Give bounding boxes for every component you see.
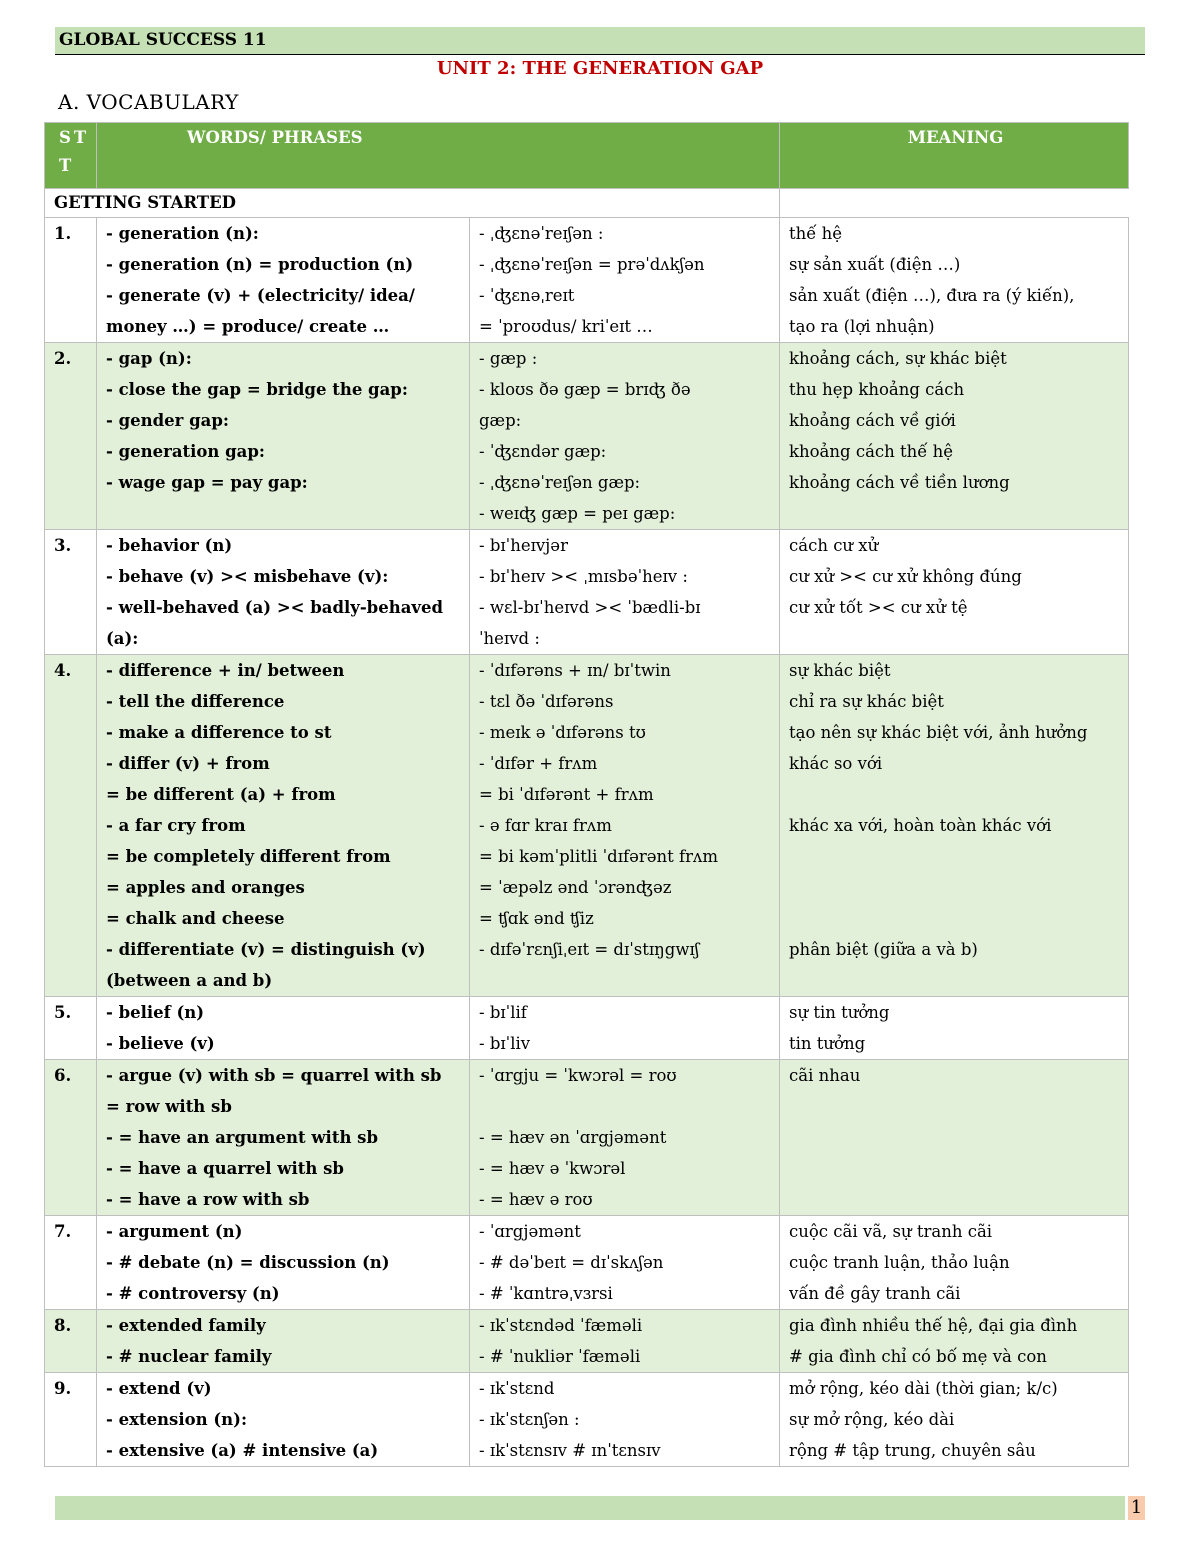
header-stt: ST T	[45, 123, 97, 189]
ipa-line: - # ˈnukliər ˈfæməli	[479, 1347, 641, 1366]
meaning-line: sản xuất (điện …), đưa ra (ý kiến),	[789, 286, 1075, 305]
words-cell	[97, 1216, 470, 1310]
ipa-line: - ˈʤɛnəˌreɪt	[479, 286, 575, 305]
meaning-line: cư xử >< cư xử không đúng	[789, 567, 1022, 586]
meaning-cell	[780, 655, 1129, 997]
meaning-line: sự sản xuất (điện …)	[789, 255, 961, 274]
ipa-line: = bi kəmˈplitli ˈdɪfərənt frʌm	[479, 847, 719, 866]
word-line: - belief (n)	[106, 1003, 205, 1022]
ipa-line: = bi ˈdɪfərənt + frʌm	[479, 785, 654, 804]
ipa-cell	[470, 1310, 780, 1373]
ipa-line: - ˌʤɛnəˈreɪʃən gæp:	[479, 473, 641, 492]
ipa-line: - # ˈkɑntrəˌvɜrsi	[479, 1284, 613, 1303]
meaning-line: tạo ra (lợi nhuận)	[789, 317, 935, 336]
meaning-line	[789, 965, 1122, 996]
ipa-line: - bɪˈheɪvjər	[479, 536, 568, 555]
ipa-line: - dɪfəˈrɛnʃiˌeɪt = dɪˈstɪŋgwɪʃ	[479, 940, 700, 959]
word-line: = chalk and cheese	[106, 909, 285, 928]
row-number: 7.	[45, 1216, 97, 1310]
meaning-line: # gia đình chỉ có bố mẹ và con	[789, 1347, 1047, 1366]
ipa-line: gæp:	[479, 411, 522, 430]
word-line: - # debate (n) = discussion (n)	[106, 1253, 390, 1272]
word-line: - argue (v) with sb = quarrel with sb	[106, 1066, 442, 1085]
meaning-line: tin tưởng	[789, 1034, 866, 1053]
words-cell	[97, 1310, 470, 1373]
meaning-line: thu hẹp khoảng cách	[789, 380, 965, 399]
row-number: 3.	[45, 530, 97, 655]
table-header-row	[45, 123, 1129, 189]
ipa-line	[479, 1091, 773, 1122]
meaning-line: khoảng cách thế hệ	[789, 442, 954, 461]
row-number: 6.	[45, 1060, 97, 1216]
ipa-line: - = hæv ən ˈɑrgjəmənt	[479, 1128, 667, 1147]
word-line: = be different (a) + from	[106, 785, 336, 804]
page-number: 1	[1128, 1496, 1145, 1520]
meaning-cell	[780, 1310, 1129, 1373]
meaning-line	[789, 903, 1122, 934]
ipa-line: - ɪkˈstɛnsɪv # ɪnˈtɛnsɪv	[479, 1441, 661, 1460]
meaning-line: khác xa với, hoàn toàn khác với	[789, 816, 1052, 835]
word-line: - difference + in/ between	[106, 661, 345, 680]
table-row	[45, 655, 1129, 997]
word-line: - # nuclear family	[106, 1347, 272, 1366]
word-line: - generation (n) = production (n)	[106, 255, 414, 274]
ipa-line: - ˌʤɛnəˈreɪʃən :	[479, 224, 604, 243]
ipa-line: = ˈproʊdus/ kriˈeɪt …	[479, 317, 653, 336]
footer-band	[55, 1496, 1125, 1520]
meaning-cell	[780, 218, 1129, 343]
word-line: = apples and oranges	[106, 878, 305, 897]
meaning-line: sự tin tưởng	[789, 1003, 890, 1022]
meaning-line: thế hệ	[789, 224, 843, 243]
word-line: - differentiate (v) = distinguish (v)	[106, 940, 426, 959]
words-cell	[97, 343, 470, 530]
meaning-line: cãi nhau	[789, 1066, 861, 1085]
row-number: 1.	[45, 218, 97, 343]
meaning-line: sự khác biệt	[789, 661, 891, 680]
meaning-cell	[780, 997, 1129, 1060]
word-line: - gender gap:	[106, 411, 229, 430]
word-line: - wage gap = pay gap:	[106, 473, 308, 492]
header-title: GLOBAL SUCCESS 11	[59, 30, 267, 50]
word-line: - extend (v)	[106, 1379, 212, 1398]
word-line: = row with sb	[106, 1097, 232, 1116]
meaning-line: gia đình nhiều thế hệ, đại gia đình	[789, 1316, 1078, 1335]
ipa-cell	[470, 530, 780, 655]
word-line: (a):	[106, 629, 139, 648]
ipa-cell	[470, 218, 780, 343]
ipa-line: - ə fɑr kraɪ frʌm	[479, 816, 612, 835]
word-line: - believe (v)	[106, 1034, 215, 1053]
ipa-line: - wɛl-bɪˈheɪvd >< ˈbædli-bɪ	[479, 598, 701, 617]
meaning-line: chỉ ra sự khác biệt	[789, 692, 944, 711]
ipa-line: - = hæv ə roʊ	[479, 1190, 593, 1209]
word-line: - tell the difference	[106, 692, 285, 711]
table-row	[45, 530, 1129, 655]
row-number: 5.	[45, 997, 97, 1060]
ipa-line: - # dəˈbeɪt = dɪˈskʌʃən	[479, 1253, 664, 1272]
table-row	[45, 1216, 1129, 1310]
meaning-line	[789, 872, 1122, 903]
word-line: - # controversy (n)	[106, 1284, 280, 1303]
words-cell	[97, 530, 470, 655]
vocabulary-table	[44, 122, 1129, 1467]
meaning-line: cuộc cãi vã, sự tranh cãi	[789, 1222, 993, 1241]
meaning-cell	[780, 1216, 1129, 1310]
word-line: - = have an argument with sb	[106, 1128, 379, 1147]
ipa-line: - tɛl ðə ˈdɪfərəns	[479, 692, 614, 711]
ipa-line: = ʧɑk ənd ʧiz	[479, 909, 594, 928]
meaning-line: vấn đề gây tranh cãi	[789, 1284, 961, 1303]
meaning-line: khác so với	[789, 754, 883, 773]
word-line: - gap (n):	[106, 349, 192, 368]
section-label: GETTING STARTED	[45, 189, 780, 218]
table-row	[45, 997, 1129, 1060]
word-line: - behavior (n)	[106, 536, 233, 555]
ipa-cell	[470, 655, 780, 997]
ipa-cell	[470, 1060, 780, 1216]
meaning-line: tạo nên sự khác biệt với, ảnh hưởng	[789, 723, 1088, 742]
table-row	[45, 343, 1129, 530]
ipa-line: - ɪkˈstɛnʃən :	[479, 1410, 580, 1429]
word-line: - = have a quarrel with sb	[106, 1159, 344, 1178]
ipa-line	[479, 965, 773, 996]
words-cell	[97, 655, 470, 997]
meaning-line	[789, 841, 1122, 872]
header-meaning: MEANING	[780, 123, 1129, 189]
word-line: - extension (n):	[106, 1410, 248, 1429]
table-row	[45, 1060, 1129, 1216]
meaning-line: khoảng cách về giới	[789, 411, 956, 430]
meaning-line: sự mở rộng, kéo dài	[789, 1410, 955, 1429]
meaning-line	[789, 779, 1122, 810]
ipa-cell	[470, 343, 780, 530]
word-line: = be completely different from	[106, 847, 391, 866]
ipa-line: - ˌʤɛnəˈreɪʃən = prəˈdʌkʃən	[479, 255, 705, 274]
word-line: - make a difference to st	[106, 723, 332, 742]
words-cell	[97, 218, 470, 343]
meaning-line: rộng # tập trung, chuyên sâu	[789, 1441, 1036, 1460]
ipa-line: - = hæv ə ˈkwɔrəl	[479, 1159, 626, 1178]
ipa-cell	[470, 1373, 780, 1467]
row-number: 9.	[45, 1373, 97, 1467]
ipa-line: ˈheɪvd :	[479, 629, 540, 648]
word-line: - extensive (a) # intensive (a)	[106, 1441, 379, 1460]
ipa-line: - bɪˈheɪv >< ˌmɪsbəˈheɪv :	[479, 567, 688, 586]
word-line: - differ (v) + from	[106, 754, 270, 773]
ipa-line: - ɪkˈstɛnd	[479, 1379, 555, 1398]
meaning-cell	[780, 1373, 1129, 1467]
word-line: - close the gap = bridge the gap:	[106, 380, 408, 399]
word-line: (between a and b)	[106, 971, 273, 990]
word-line: - well-behaved (a) >< badly-behaved	[106, 598, 444, 617]
meaning-line: khoảng cách, sự khác biệt	[789, 349, 1007, 368]
ipa-line: - bɪˈliv	[479, 1034, 531, 1053]
words-cell	[97, 1373, 470, 1467]
row-number: 4.	[45, 655, 97, 997]
meaning-cell	[780, 1060, 1129, 1216]
words-cell	[97, 1060, 470, 1216]
table-row	[45, 218, 1129, 343]
meaning-cell	[780, 530, 1129, 655]
ipa-line: - ˈɑrgjəmənt	[479, 1222, 581, 1241]
ipa-line: - bɪˈlif	[479, 1003, 527, 1022]
word-line: - generation (n):	[106, 224, 259, 243]
ipa-line: - kloʊs ðə gæp = brɪʤ ðə	[479, 380, 691, 399]
meaning-line: cuộc tranh luận, thảo luận	[789, 1253, 1010, 1272]
word-line: - generation gap:	[106, 442, 265, 461]
section-row	[45, 189, 1129, 218]
row-number: 2.	[45, 343, 97, 530]
meaning-line: mở rộng, kéo dài (thời gian; k/c)	[789, 1379, 1058, 1398]
ipa-cell	[470, 997, 780, 1060]
ipa-line: - ˈʤɛndər gæp:	[479, 442, 607, 461]
table-row	[45, 1310, 1129, 1373]
word-line: - argument (n)	[106, 1222, 243, 1241]
ipa-cell	[470, 1216, 780, 1310]
word-line: - generate (v) + (electricity/ idea/	[106, 286, 415, 305]
ipa-line: - meɪk ə ˈdɪfərəns tʊ	[479, 723, 646, 742]
section-heading: A. VOCABULARY	[58, 90, 239, 114]
word-line: - extended family	[106, 1316, 266, 1335]
word-line: - = have a row with sb	[106, 1190, 310, 1209]
word-line: - a far cry from	[106, 816, 246, 835]
word-line: money …) = produce/ create …	[106, 317, 390, 336]
header-band	[55, 27, 1145, 55]
word-line: - behave (v) >< misbehave (v):	[106, 567, 389, 586]
ipa-line: - gæp :	[479, 349, 538, 368]
unit-title: UNIT 2: THE GENERATION GAP	[436, 58, 764, 79]
meaning-cell	[780, 343, 1129, 530]
words-cell	[97, 997, 470, 1060]
ipa-line: - ˈdɪfər + frʌm	[479, 754, 598, 773]
ipa-line: - ɪkˈstɛndəd ˈfæməli	[479, 1316, 643, 1335]
meaning-line: phân biệt (giữa a và b)	[789, 940, 978, 959]
meaning-line: cư xử tốt >< cư xử tệ	[789, 598, 968, 617]
row-number: 8.	[45, 1310, 97, 1373]
table-row	[45, 1373, 1129, 1467]
meaning-line: cách cư xử	[789, 536, 879, 555]
ipa-line: = ˈæpəlz ənd ˈɔrənʤəz	[479, 878, 672, 897]
ipa-line: - ˈdɪfərəns + ɪn/ bɪˈtwin	[479, 661, 671, 680]
meaning-line: khoảng cách về tiền lương	[789, 473, 1010, 492]
ipa-line: - ˈɑrgju = ˈkwɔrəl = roʊ	[479, 1066, 677, 1085]
ipa-line: - weɪʤ gæp = peɪ gæp:	[479, 504, 676, 523]
header-words: WORDS/ PHRASES	[97, 123, 780, 189]
